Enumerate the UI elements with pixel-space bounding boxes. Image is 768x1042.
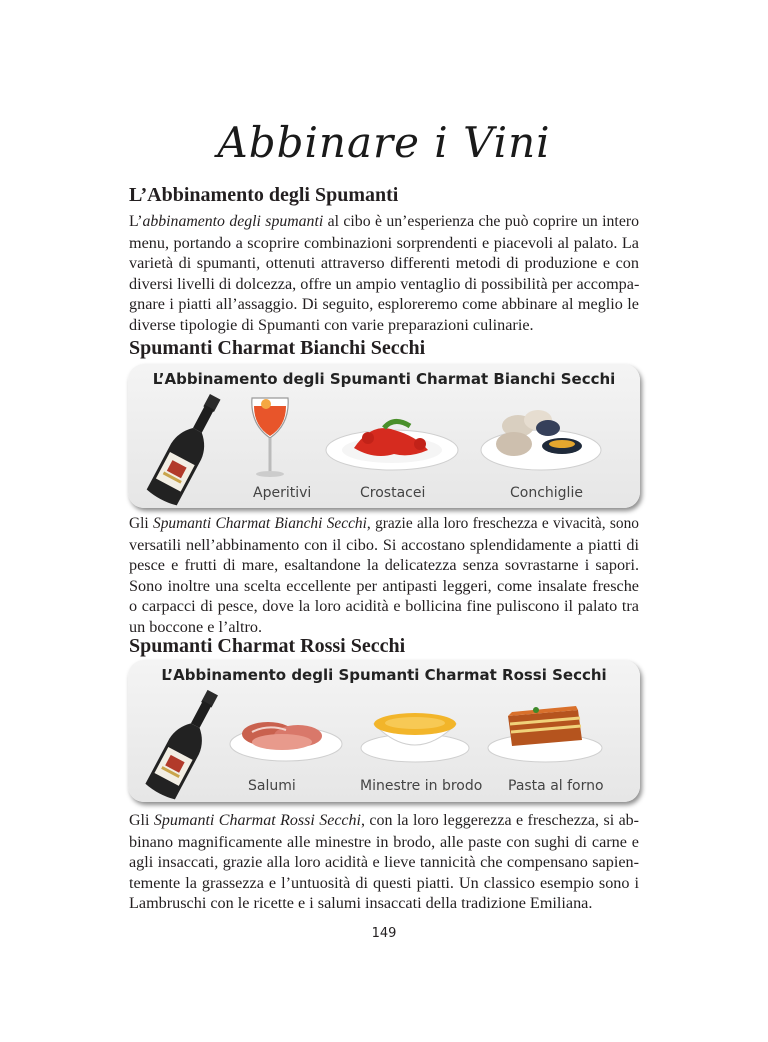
paragraph-intro [129, 212, 639, 336]
section-heading-rossi: Spumanti Charmat Rossi Secchi [129, 635, 406, 657]
pairing-panel-bianchi [128, 364, 640, 508]
paragraph-line: agli insaccati, grazie alla loro acidità e lieve tannicità che compensano sapien- [129, 853, 639, 872]
lasagna-plate-illustration [486, 700, 604, 766]
paragraph-line: temente la grassezza e l’untuosità di questi piatti. Un classico esempio sono i [129, 873, 639, 892]
paragraph-line: binano magnificamente alle minestre in brodo, alle paste con sughi di carne e [129, 832, 639, 851]
section-heading-spumanti: L’Abbinamento degli Spumanti [129, 184, 399, 206]
pairing-panel-rossi [128, 660, 640, 802]
panel-title: L’Abbinamento degli Spumanti Charmat Rossi Secchi [161, 666, 607, 684]
section-heading-bianchi: Spumanti Charmat Bianchi Secchi [129, 337, 426, 359]
paragraph-line: Gli Spumanti Charmat Bianchi Secchi, grazie alla loro freschezza e vivacità, sono [129, 515, 640, 532]
crostacei-plate-illustration [324, 408, 460, 474]
paragraph-line: Lambruschi con le ricette e i salumi insaccati della tradizione Emiliana. [129, 894, 593, 913]
paragraph-line: versatili nell’abbinamento con il cibo. Si accostano splendidamente a piatti di [129, 535, 639, 554]
paragraph-line: L’abbinamento degli spumanti al cibo è un’esperienza che può coprire un intero [129, 213, 639, 230]
conchiglie-plate-illustration [478, 400, 604, 474]
paragraph-line: Gli Spumanti Charmat Rossi Secchi, con la loro leggerezza e freschezza, si ab- [129, 812, 640, 829]
caption-crostacei: Crostacei [360, 485, 426, 501]
paragraph-line: diversi livelli di dolcezza, offre un ampio ventaglio di possibilità per accompa- [129, 274, 640, 293]
salumi-plate-illustration [228, 706, 344, 764]
page-number: 149 [371, 926, 397, 941]
paragraph-line: un boccone e l’altro. [129, 617, 263, 636]
paragraph-line: o carpacci di pesce, dove la loro acidità e bollicina fine puliscono il palato tra [129, 597, 639, 616]
paragraph-line: gnare i piatti all’assaggio. Di seguito, esploreremo come abbinare al meglio le [129, 295, 639, 314]
caption-minestre: Minestre in brodo [360, 778, 483, 794]
aperitivo-glass-illustration [246, 394, 294, 480]
caption-conchiglie: Conchiglie [510, 485, 583, 501]
panel-title: L’Abbinamento degli Spumanti Charmat Bianchi Secchi [152, 370, 616, 388]
paragraph-line: varietà di spumanti, ottenuti attraverso differenti metodi di produzione e con [129, 254, 639, 273]
caption-pasta: Pasta al forno [508, 778, 604, 794]
caption-salumi: Salumi [248, 778, 296, 794]
wine-bottle-illustration [142, 388, 234, 506]
paragraph-bianchi [129, 514, 639, 638]
paragraph-line: menu, portando a scoprire combinazioni sorprendenti e piacevoli al palato. La [129, 233, 639, 252]
page-title: Abbinare i Vini [217, 118, 551, 167]
paragraph-line: Sono inoltre una scelta eccellente per antipasti leggeri, come insalate fresche [129, 576, 639, 595]
paragraph-line: diverse tipologie di Spumanti con varie preparazioni culinarie. [129, 315, 534, 334]
caption-aperitivi: Aperitivi [253, 485, 312, 501]
paragraph-rossi [129, 811, 639, 914]
paragraph-line: pesce e frutti di mare, esaltandone la delicatezza senza sovrastarne i sapori. [129, 556, 639, 575]
wine-bottle-illustration [140, 684, 232, 800]
minestra-bowl-illustration [360, 706, 470, 766]
